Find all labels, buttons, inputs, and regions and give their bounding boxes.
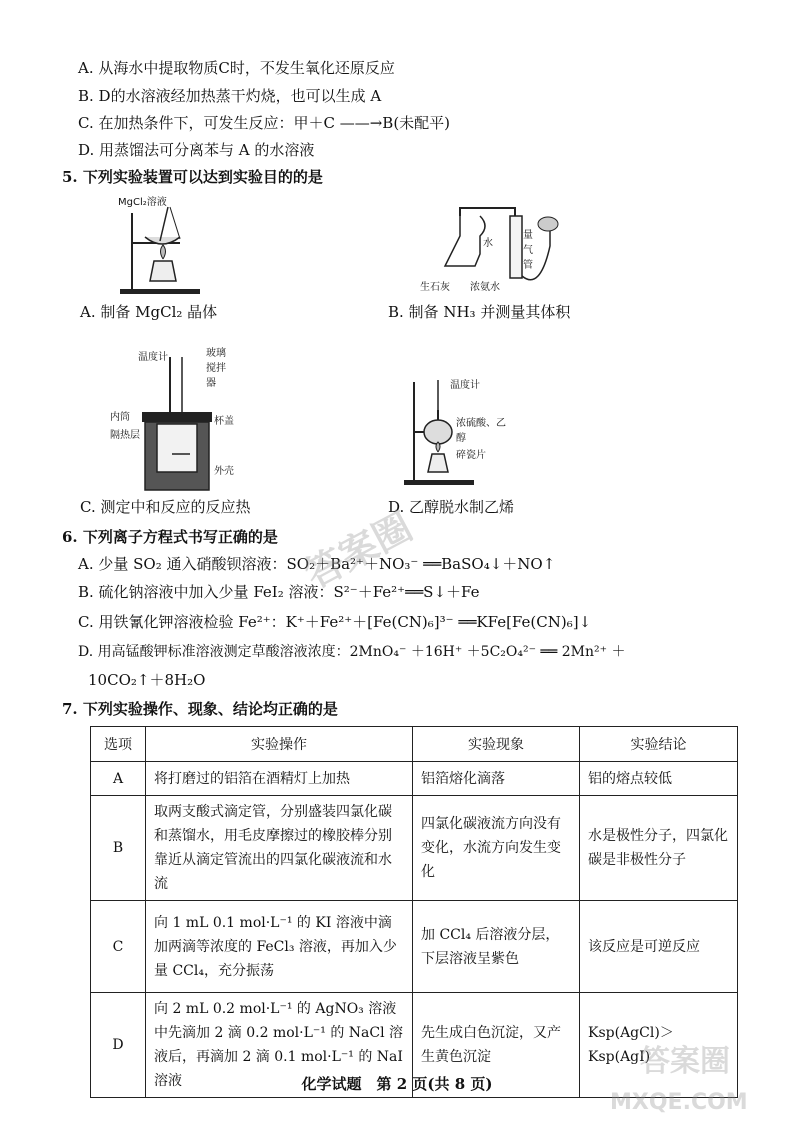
- figure-a-label: MgCl₂溶液: [118, 197, 167, 208]
- watermark-corner-logo: 答案圈: [640, 1044, 730, 1079]
- q4-option-b: B. D的水溶液经加热蒸干灼烧，也可以生成 A: [78, 87, 382, 105]
- caption-b: B. 制备 NH₃ 并测量其体积: [388, 303, 571, 321]
- table-header-phenomenon: 实验现象: [413, 727, 580, 762]
- figure-c-apparatus: [110, 342, 250, 492]
- table-cell-operation: 将打磨过的铝箔在酒精灯上加热: [146, 762, 413, 796]
- q5-stem: 5. 下列实验装置可以达到实验目的的是: [62, 168, 323, 186]
- caption-d: D. 乙醇脱水制乙烯: [388, 498, 515, 516]
- figure-c-label-lid: 杯盖: [214, 416, 234, 427]
- q7-stem: 7. 下列实验操作、现象、结论均正确的是: [62, 700, 338, 718]
- table-cell-phenomenon: 加 CCl₄ 后溶液分层，下层溶液呈紫色: [413, 901, 580, 993]
- figure-c-label-stirrer: 玻璃搅拌器: [206, 348, 226, 389]
- table-cell-conclusion: 水是极性分子，四氯化碳是非极性分子: [580, 796, 738, 901]
- figure-a-apparatus: [110, 193, 220, 303]
- figure-b-label-ammonia: 浓氨水: [470, 282, 500, 293]
- table-cell-operation: 取两支酸式滴定管，分别盛装四氯化碳和蒸馏水，用毛皮摩擦过的橡胶棒分别靠近从滴定管流出的四氯化碳液流和水流: [146, 796, 413, 901]
- q6-stem: 6. 下列离子方程式书写正确的是: [62, 528, 278, 546]
- table-cell-conclusion: 铝的熔点较低: [580, 762, 738, 796]
- table-cell-phenomenon: 四氯化碳液流方向没有变化，水流方向发生变化: [413, 796, 580, 901]
- table-cell-option: D: [91, 993, 146, 1098]
- q6-option-c: C. 用铁氰化钾溶液检验 Fe²⁺：K⁺＋Fe²⁺＋[Fe(CN)₆]³⁻ ══KFe[Fe(CN)₆]↓: [78, 613, 592, 631]
- figure-c-label-shell: 外壳: [214, 466, 234, 477]
- figure-d-apparatus: [400, 372, 520, 490]
- figure-c-label-insulation: 隔热层: [110, 430, 140, 441]
- table-cell-conclusion: 该反应是可逆反应: [580, 901, 738, 993]
- caption-c: C. 测定中和反应的反应热: [80, 498, 251, 516]
- figure-b-apparatus: [420, 196, 570, 296]
- page-footer: 化学试题 第 2 页(共 8 页): [301, 1075, 493, 1093]
- figure-b-label-water: 水: [483, 238, 493, 249]
- table-cell-operation: 向 2 mL 0.2 mol·L⁻¹ 的 AgNO₃ 溶液中先滴加 2 滴 0.2 mol·L⁻¹ 的 NaCl 溶液后，再滴加 2 滴 0.1 mol·L⁻¹ 的 NaI 溶液: [146, 993, 413, 1098]
- table-cell-phenomenon: 先生成白色沉淀，又产生黄色沉淀: [413, 993, 580, 1098]
- q4-option-a: A. 从海水中提取物质C时，不发生氧化还原反应: [78, 59, 395, 77]
- table-cell-option: C: [91, 901, 146, 993]
- table-header-operation: 实验操作: [146, 727, 413, 762]
- table-header-row: [91, 727, 738, 762]
- q6-option-d-line2: 10CO₂↑＋8H₂O: [88, 671, 206, 689]
- watermark-center: 答案圈: [297, 504, 420, 597]
- q6-option-d-line1: D. 用高锰酸钾标准溶液测定草酸溶液浓度：2MnO₄⁻ ＋16H⁺ ＋5C₂O₄²⁻ ══ 2Mn²⁺ ＋: [78, 644, 626, 660]
- figure-c-label-thermometer: 温度计: [138, 352, 168, 363]
- table-header-option: 选项: [91, 727, 146, 762]
- figure-d-label-reagents: 浓硫酸、乙醇: [456, 418, 506, 444]
- watermark-corner-url: MXQE.COM: [610, 1090, 748, 1115]
- table-cell-conclusion: Ksp(AgCl)＞Ksp(AgI): [580, 993, 738, 1098]
- figure-c-label-inner: 内筒: [110, 412, 130, 423]
- table-cell-operation: 向 1 mL 0.1 mol·L⁻¹ 的 KI 溶液中滴加两滴等浓度的 FeCl₃ 溶液，再加入少量 CCl₄，充分振荡: [146, 901, 413, 993]
- q6-option-a: A. 少量 SO₂ 通入硝酸钡溶液：SO₂＋Ba²⁺＋NO₃⁻ ══BaSO₄↓＋NO↑: [78, 555, 556, 573]
- figure-d-label-thermometer: 温度计: [450, 380, 480, 391]
- table-header-conclusion: 实验结论: [580, 727, 738, 762]
- figure-b-label-burette: 量气管: [523, 230, 533, 271]
- table-row: [91, 762, 738, 796]
- q4-option-d: D. 用蒸馏法可分离苯与 A 的水溶液: [78, 141, 315, 159]
- table-cell-phenomenon: 铝箔熔化滴落: [413, 762, 580, 796]
- q6-option-b: B. 硫化钠溶液中加入少量 FeI₂ 溶液：S²⁻＋Fe²⁺══S↓＋Fe: [78, 583, 480, 601]
- figure-b-label-quicklime: 生石灰: [420, 282, 450, 293]
- table-row: [91, 901, 738, 993]
- table-row: [91, 796, 738, 901]
- table-cell-option: B: [91, 796, 146, 901]
- table-cell-option: A: [91, 762, 146, 796]
- figure-d-label-chips: 碎瓷片: [456, 450, 486, 461]
- q4-option-c: C. 在加热条件下，可发生反应：甲＋C ——→B(未配平): [78, 114, 451, 132]
- caption-a: A. 制备 MgCl₂ 晶体: [80, 303, 218, 321]
